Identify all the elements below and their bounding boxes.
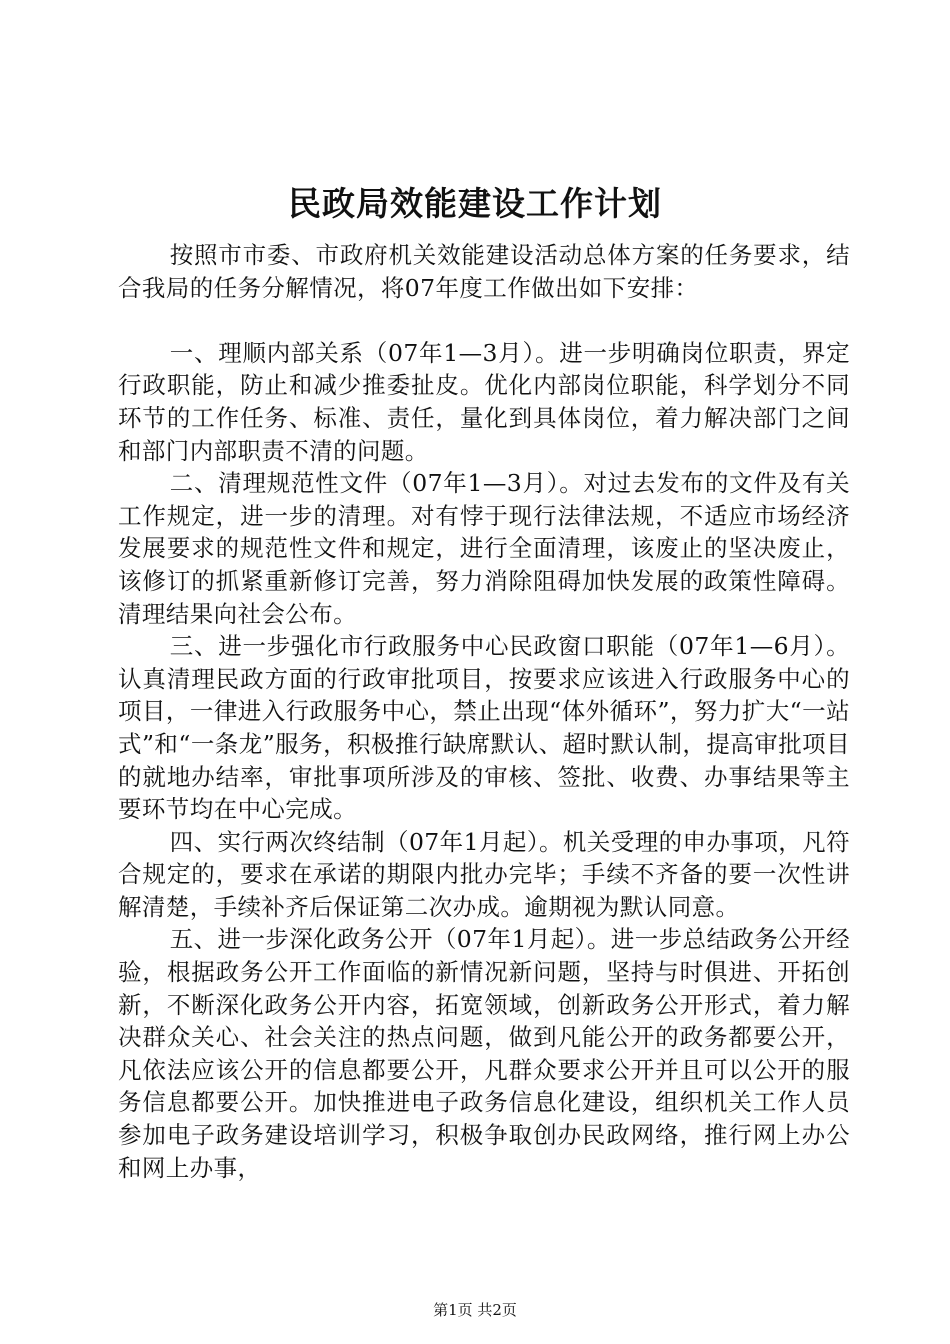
section-paragraph-4: 四、实行两次终结制（07年1月起）。机关受理的申办事项，凡符合规定的，要求在承诺的期限内批办完毕；手续不齐备的要一次性讲解清楚，手续补齐后保证第二次办成。逾期视为默认同意。 bbox=[118, 827, 850, 921]
section-paragraph-1: 一、理顺内部关系（07年1—3月）。进一步明确岗位职责，界定行政职能，防止和减少推委扯皮。优化内部岗位职能，科学划分不同环节的工作任务、标准、责任，量化到具体岗位，着力解决部门之间和部门内部职责不清的问题。 bbox=[118, 338, 850, 465]
section-paragraph-2: 二、清理规范性文件（07年1—3月）。对过去发布的文件及有关工作规定，进一步的清理。对有悖于现行法律法规，不适应市场经济发展要求的规范性文件和规定，进行全面清理，该废止的坚决废止，该修订的抓紧重新修订完善，努力消除阻碍加快发展的政策性障碍。清理结果向社会公布。 bbox=[118, 469, 850, 628]
document-body bbox=[118, 239, 850, 1184]
paragraph-spacer bbox=[118, 304, 850, 337]
section-paragraph-3: 三、进一步强化市行政服务中心民政窗口职能（07年1—6月）。认真清理民政方面的行政审批项目，按要求应该进入行政服务中心的项目，一律进入行政服务中心，禁止出现“体外循环”，努力扩大“一站式”和“一条龙”服务，积极推行缺席默认、超时默认制，提高审批项目的就地办结率，审批事项所涉及的审核、签批、收费、办事结果等主要环节均在中心完成。 bbox=[118, 632, 850, 824]
intro-paragraph: 按照市市委、市政府机关效能建设活动总体方案的任务要求，结合我局的任务分解情况，将07年度工作做出如下安排： bbox=[118, 241, 850, 302]
page-number-footer: 第1页 共2页 bbox=[433, 1301, 517, 1319]
section-paragraph-5: 五、进一步深化政务公开（07年1月起）。进一步总结政务公开经验，根据政务公开工作面临的新情况新问题，坚持与时俱进、开拓创新，不断深化政务公开内容，拓宽领域，创新政务公开形式，着力解决群众关心、社会关注的热点问题，做到凡能公开的政务都要公开，凡依法应该公开的信息都要公开，凡群众要求公开并且可以公开的服务信息都要公开。加快推进电子政务信息化建设，组织机关工作人员参加电子政务建设培训学习，积极争取创办民政网络，推行网上办公和网上办事， bbox=[118, 925, 850, 1182]
document-title: 民政局效能建设工作计划 bbox=[288, 184, 662, 223]
